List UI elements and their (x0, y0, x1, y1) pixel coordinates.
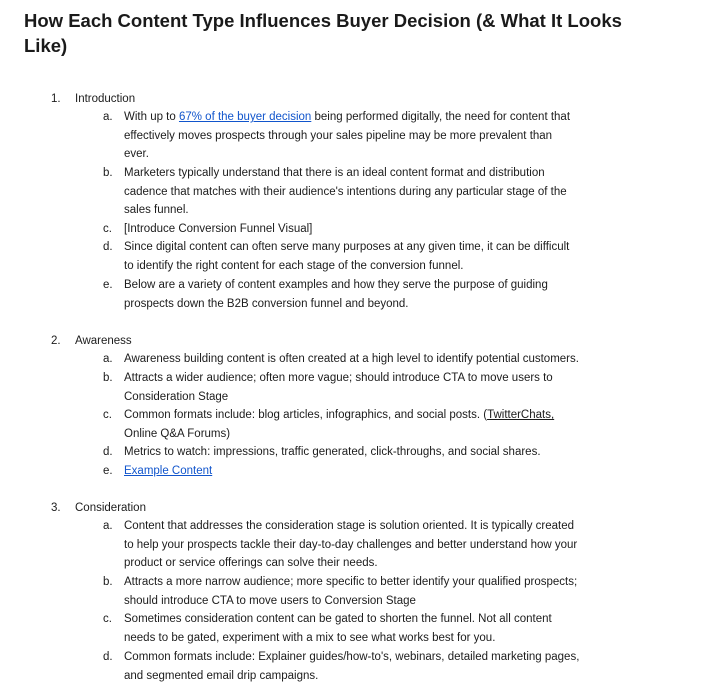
list-item-text (124, 164, 684, 220)
text-line: to help your prospects tackle their day-to-day challenges and better understand how your (124, 538, 578, 551)
text-line: and segmented email drip campaigns. (124, 669, 319, 682)
text-line: [Introduce Conversion Funnel Visual] (124, 223, 313, 235)
list-item-text (124, 276, 684, 313)
section-heading-text: Awareness (75, 335, 132, 347)
text-line: ever. (124, 148, 149, 160)
example-content-link[interactable]: Example Content (124, 465, 213, 477)
list-item-text (124, 573, 684, 610)
list-item-text (124, 443, 684, 462)
list-marker: d. (103, 446, 113, 458)
text-line: Since digital content can often serve many purposes at any given time, it can be difficult (124, 241, 570, 253)
text-line: needs to be gated, experiment with a mix to see what works best for you. (124, 631, 496, 644)
text-line: to identify the right content for each stage of the conversion funnel. (124, 259, 464, 272)
section-number: 3. (51, 502, 61, 514)
text-line: Awareness building content is often created at a high level to identify potential customers. (124, 353, 579, 365)
text-line: Content that addresses the consideration stage is solution oriented. It is typically created (124, 520, 575, 532)
text-line: Metrics to watch: impressions, traffic generated, click-throughs, and social shares. (124, 446, 541, 458)
section-heading (51, 332, 132, 351)
title-line-1: How Each Content Type Influences Buyer Decision (& What It Looks (24, 10, 622, 31)
text-line: effectively moves prospects through your sales pipeline may be more prevalent than (124, 129, 553, 142)
text-fragment: Common formats include: blog articles, infographics, and social posts. ( (124, 409, 488, 421)
list-marker: b. (103, 576, 113, 588)
list-marker: c. (103, 409, 112, 421)
list-item-text (124, 350, 684, 369)
buyer-decision-link[interactable]: 67% of the buyer decision (178, 111, 312, 123)
section-number: 1. (51, 93, 61, 105)
section-heading-text: Consideration (75, 502, 146, 514)
section-number: 2. (51, 335, 61, 347)
list-marker: c. (103, 223, 112, 235)
list-marker: c. (103, 613, 112, 625)
list-item-text (124, 517, 684, 573)
list-marker: a. (103, 520, 113, 532)
list-marker: b. (103, 167, 113, 179)
list-item-text (124, 462, 684, 481)
twitterchats-link[interactable]: TwitterChats, (487, 409, 555, 421)
text-line: prospects down the B2B conversion funnel and beyond. (124, 297, 409, 310)
text-line: Common formats include: Explainer guides/how-to's, webinars, detailed marketing pages, (124, 651, 580, 663)
list-marker: b. (103, 372, 113, 384)
list-item-text (124, 648, 684, 685)
text-line: Consideration Stage (124, 390, 229, 403)
text-line: Marketers typically understand that there is an ideal content format and distribution (124, 167, 545, 179)
list-marker: e. (103, 465, 113, 477)
text-fragment: being performed digitally, the need for content that (311, 111, 571, 123)
text-line: should introduce CTA to move users to Conversion Stage (124, 594, 416, 607)
text-line: Below are a variety of content examples and how they serve the purpose of guiding (124, 279, 548, 291)
text-fragment: With up to (124, 111, 179, 123)
text-line: Attracts a more narrow audience; more specific to better identify your qualified prospects; (124, 576, 578, 588)
text-line: cadence that matches with their audience's intentions during any particular stage of the (124, 185, 567, 198)
text-line (124, 108, 684, 127)
section-heading-text: Introduction (75, 93, 136, 105)
list-item-text (124, 406, 684, 443)
section-heading (51, 499, 146, 518)
document-title (24, 8, 684, 58)
list-marker: a. (103, 353, 113, 365)
text-line (124, 462, 684, 481)
list-item-text (124, 610, 684, 647)
list-marker: d. (103, 241, 113, 253)
text-line: sales funnel. (124, 204, 189, 216)
list-marker: e. (103, 279, 113, 291)
list-item-text (124, 369, 684, 406)
text-line: Attracts a wider audience; often more vague; should introduce CTA to move users to (124, 372, 553, 384)
text-line: Sometimes consideration content can be gated to shorten the funnel. Not all content (124, 613, 552, 625)
list-marker: a. (103, 111, 113, 123)
section-heading (51, 90, 135, 109)
text-line (124, 406, 684, 425)
list-item-text (124, 108, 684, 164)
text-line: product or service offerings can solve their needs. (124, 557, 378, 569)
title-line-2: Like) (24, 35, 68, 56)
text-line: Online Q&A Forums) (124, 427, 231, 440)
list-item-text (124, 220, 684, 239)
list-marker: d. (103, 651, 113, 663)
list-item-text (124, 238, 684, 275)
